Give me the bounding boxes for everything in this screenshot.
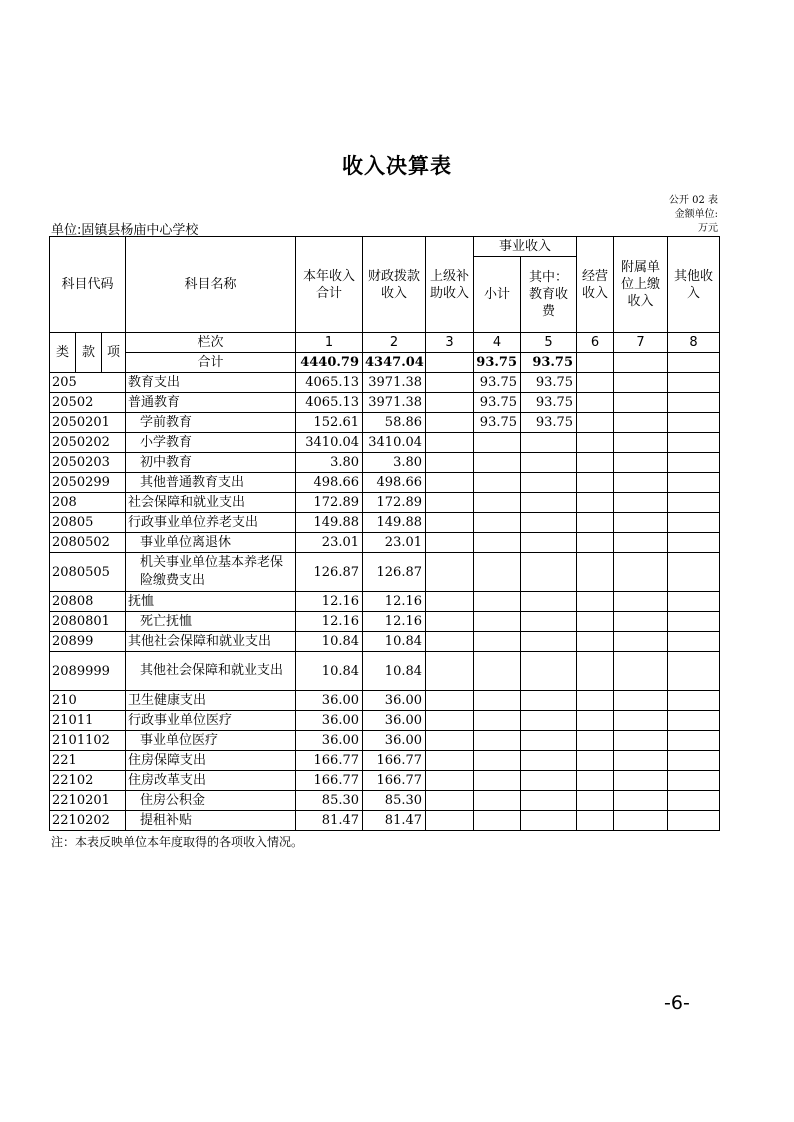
row-c6	[577, 473, 614, 493]
row-c8	[668, 811, 720, 831]
row-c8	[668, 433, 720, 453]
row-c5: 93.75	[521, 373, 577, 393]
row-c4: 93.75	[474, 413, 521, 433]
row-c3	[426, 453, 474, 473]
row-c2: 166.77	[363, 771, 426, 791]
row-c5: 93.75	[521, 393, 577, 413]
row-c7	[614, 771, 668, 791]
row-c6	[577, 632, 614, 652]
row-c8	[668, 691, 720, 711]
row-c3	[426, 592, 474, 612]
row-c8	[668, 652, 720, 691]
row-code: 208	[50, 493, 126, 513]
row-c6	[577, 393, 614, 413]
row-c8	[668, 711, 720, 731]
row-c6	[577, 751, 614, 771]
row-c3	[426, 691, 474, 711]
row-code: 2089999	[50, 652, 126, 691]
row-c5	[521, 791, 577, 811]
row-c7	[614, 493, 668, 513]
row-c2: 12.16	[363, 592, 426, 612]
total-c7	[614, 353, 668, 373]
row-name: 社会保障和就业支出	[126, 493, 296, 513]
row-c8	[668, 592, 720, 612]
row-c1: 498.66	[296, 473, 363, 493]
footnote: 注：本表反映单位本年度取得的各项收入情况。	[51, 835, 304, 849]
row-code: 210	[50, 691, 126, 711]
row-c1: 152.61	[296, 413, 363, 433]
row-c7	[614, 652, 668, 691]
row-c5	[521, 533, 577, 553]
row-code: 2080801	[50, 612, 126, 632]
row-c8	[668, 731, 720, 751]
row-name: 小学教育	[126, 433, 296, 453]
row-c5	[521, 691, 577, 711]
row-c8	[668, 533, 720, 553]
row-c6	[577, 592, 614, 612]
row-name: 行政事业单位养老支出	[126, 513, 296, 533]
row-c3	[426, 751, 474, 771]
row-c4	[474, 553, 521, 592]
row-name: 初中教育	[126, 453, 296, 473]
row-c2: 23.01	[363, 533, 426, 553]
row-c1: 12.16	[296, 612, 363, 632]
row-c7	[614, 632, 668, 652]
total-label: 合计	[126, 353, 296, 373]
table-row	[50, 433, 720, 453]
row-c6	[577, 513, 614, 533]
table-row	[50, 691, 720, 711]
total-c8	[668, 353, 720, 373]
money-unit-value: 万元	[698, 223, 718, 234]
row-c6	[577, 771, 614, 791]
row-c8	[668, 453, 720, 473]
row-c1: 3410.04	[296, 433, 363, 453]
row-c3	[426, 373, 474, 393]
table-row	[50, 493, 720, 513]
row-c4	[474, 592, 521, 612]
row-c2: 126.87	[363, 553, 426, 592]
income-table	[49, 236, 720, 831]
total-row	[50, 353, 720, 373]
form-tag: 公开 02 表	[668, 195, 718, 206]
row-c4: 93.75	[474, 393, 521, 413]
row-c6	[577, 373, 614, 393]
row-name: 住房保障支出	[126, 751, 296, 771]
row-c4: 93.75	[474, 373, 521, 393]
money-unit	[675, 208, 718, 236]
row-c3	[426, 473, 474, 493]
row-c1: 126.87	[296, 553, 363, 592]
row-c7	[614, 612, 668, 632]
row-name: 其他普通教育支出	[126, 473, 296, 493]
row-c8	[668, 393, 720, 413]
header-col5: 其中：教育收费	[521, 257, 577, 333]
row-c6	[577, 493, 614, 513]
row-code: 2050201	[50, 413, 126, 433]
row-code: 2080505	[50, 553, 126, 592]
row-code: 2210202	[50, 811, 126, 831]
row-c4	[474, 711, 521, 731]
row-c7	[614, 751, 668, 771]
row-code: 2050299	[50, 473, 126, 493]
row-c5	[521, 513, 577, 533]
row-c2: 36.00	[363, 691, 426, 711]
row-c6	[577, 691, 614, 711]
unit-label: 单位:	[51, 223, 82, 238]
row-c1: 10.84	[296, 652, 363, 691]
header-lei: 类	[50, 333, 76, 373]
row-c2: 3971.38	[363, 373, 426, 393]
row-c3	[426, 632, 474, 652]
row-c4	[474, 513, 521, 533]
header-lanci: 栏次	[126, 333, 296, 353]
row-code: 2050203	[50, 453, 126, 473]
row-c2: 12.16	[363, 612, 426, 632]
row-c7	[614, 553, 668, 592]
row-c6	[577, 791, 614, 811]
row-c2: 166.77	[363, 751, 426, 771]
row-c3	[426, 553, 474, 592]
row-name: 提租补贴	[126, 811, 296, 831]
table-row	[50, 751, 720, 771]
table-row	[50, 811, 720, 831]
report-title: 收入决算表	[342, 154, 452, 178]
row-c6	[577, 533, 614, 553]
row-c3	[426, 393, 474, 413]
row-c2: 58.86	[363, 413, 426, 433]
row-c6	[577, 612, 614, 632]
col-num-8: 8	[668, 333, 720, 353]
row-c2: 3.80	[363, 453, 426, 473]
col-num-2: 2	[363, 333, 426, 353]
row-c1: 36.00	[296, 731, 363, 751]
total-c5: 93.75	[521, 353, 577, 373]
row-name: 卫生健康支出	[126, 691, 296, 711]
total-c1: 4440.79	[296, 353, 363, 373]
row-c8	[668, 751, 720, 771]
row-code: 20502	[50, 393, 126, 413]
row-c2: 3971.38	[363, 393, 426, 413]
row-c4	[474, 533, 521, 553]
total-c2: 4347.04	[363, 353, 426, 373]
row-c8	[668, 493, 720, 513]
table-row	[50, 652, 720, 691]
row-c4	[474, 791, 521, 811]
row-c4	[474, 652, 521, 691]
row-c6	[577, 433, 614, 453]
row-c3	[426, 533, 474, 553]
header-code: 科目代码	[50, 237, 126, 333]
row-c6	[577, 731, 614, 751]
row-c5	[521, 731, 577, 751]
table-row	[50, 393, 720, 413]
row-c6	[577, 453, 614, 473]
row-c1: 36.00	[296, 691, 363, 711]
row-c8	[668, 553, 720, 592]
money-unit-label: 金额单位:	[674, 209, 718, 220]
row-name: 事业单位医疗	[126, 731, 296, 751]
row-c5	[521, 553, 577, 592]
row-c5	[521, 433, 577, 453]
row-c4	[474, 612, 521, 632]
table-row	[50, 731, 720, 751]
header-col6: 经营收入	[577, 237, 614, 333]
row-c7	[614, 413, 668, 433]
row-c7	[614, 592, 668, 612]
row-name: 事业单位离退休	[126, 533, 296, 553]
row-code: 20808	[50, 592, 126, 612]
row-c1: 149.88	[296, 513, 363, 533]
row-c1: 12.16	[296, 592, 363, 612]
row-c1: 36.00	[296, 711, 363, 731]
table-row	[50, 553, 720, 592]
row-name: 抚恤	[126, 592, 296, 612]
table-row	[50, 453, 720, 473]
row-c3	[426, 771, 474, 791]
row-c7	[614, 373, 668, 393]
row-name: 机关事业单位基本养老保险缴费支出	[126, 553, 296, 592]
row-code: 21011	[50, 711, 126, 731]
row-c7	[614, 433, 668, 453]
table-row	[50, 513, 720, 533]
row-c8	[668, 473, 720, 493]
row-c5	[521, 473, 577, 493]
row-c7	[614, 791, 668, 811]
row-code: 221	[50, 751, 126, 771]
row-c1: 85.30	[296, 791, 363, 811]
row-c3	[426, 711, 474, 731]
row-c3	[426, 731, 474, 751]
col-num-4: 4	[474, 333, 521, 353]
table-row	[50, 791, 720, 811]
row-name: 其他社会保障和就业支出	[126, 652, 296, 691]
table-row	[50, 632, 720, 652]
header-col4: 小计	[474, 257, 521, 333]
row-c4	[474, 751, 521, 771]
row-c5	[521, 751, 577, 771]
row-c8	[668, 632, 720, 652]
row-name: 学前教育	[126, 413, 296, 433]
row-name: 教育支出	[126, 373, 296, 393]
row-c1: 3.80	[296, 453, 363, 473]
row-c7	[614, 811, 668, 831]
row-c1: 10.84	[296, 632, 363, 652]
row-c1: 166.77	[296, 751, 363, 771]
row-c5	[521, 612, 577, 632]
row-c4	[474, 453, 521, 473]
row-c5	[521, 493, 577, 513]
row-c1: 4065.13	[296, 373, 363, 393]
header-col1: 本年收入合计	[296, 237, 363, 333]
row-c2: 36.00	[363, 711, 426, 731]
row-name: 死亡抚恤	[126, 612, 296, 632]
row-c4	[474, 731, 521, 751]
col-num-5: 5	[521, 333, 577, 353]
table-row	[50, 771, 720, 791]
col-num-1: 1	[296, 333, 363, 353]
row-name: 住房公积金	[126, 791, 296, 811]
row-c7	[614, 513, 668, 533]
row-c2: 10.84	[363, 632, 426, 652]
row-c4	[474, 771, 521, 791]
row-c4	[474, 473, 521, 493]
row-c8	[668, 771, 720, 791]
total-c6	[577, 353, 614, 373]
row-c2: 10.84	[363, 652, 426, 691]
row-c1: 23.01	[296, 533, 363, 553]
row-c2: 3410.04	[363, 433, 426, 453]
table-row	[50, 533, 720, 553]
table-row	[50, 711, 720, 731]
row-c5	[521, 811, 577, 831]
row-c7	[614, 533, 668, 553]
row-code: 205	[50, 373, 126, 393]
table-row	[50, 413, 720, 433]
row-c1: 4065.13	[296, 393, 363, 413]
row-c5	[521, 711, 577, 731]
row-name: 行政事业单位医疗	[126, 711, 296, 731]
row-c7	[614, 731, 668, 751]
total-c3	[426, 353, 474, 373]
row-name: 住房改革支出	[126, 771, 296, 791]
header-col3: 上级补助收入	[426, 237, 474, 333]
row-code: 22102	[50, 771, 126, 791]
unit-name: 固镇县杨庙中心学校	[81, 223, 199, 238]
row-c4	[474, 691, 521, 711]
table-row	[50, 473, 720, 493]
row-c5	[521, 771, 577, 791]
row-c7	[614, 473, 668, 493]
row-c5	[521, 652, 577, 691]
header-business-group: 事业收入	[474, 237, 577, 257]
row-c8	[668, 413, 720, 433]
col-num-6: 6	[577, 333, 614, 353]
header-col2: 财政拨款收入	[363, 237, 426, 333]
row-c3	[426, 791, 474, 811]
row-c5	[521, 453, 577, 473]
table-body	[50, 373, 720, 831]
table-row	[50, 612, 720, 632]
row-code: 20899	[50, 632, 126, 652]
row-c6	[577, 652, 614, 691]
header-kuan: 款	[76, 333, 102, 373]
row-c8	[668, 373, 720, 393]
header-col7: 附属单位上缴收入	[614, 237, 668, 333]
row-c4	[474, 493, 521, 513]
col-num-7: 7	[614, 333, 668, 353]
header-col8: 其他收入	[668, 237, 720, 333]
row-code: 20805	[50, 513, 126, 533]
row-c5	[521, 592, 577, 612]
row-c6	[577, 711, 614, 731]
row-c5	[521, 632, 577, 652]
row-c3	[426, 811, 474, 831]
row-c8	[668, 513, 720, 533]
row-c2: 36.00	[363, 731, 426, 751]
header-name: 科目名称	[126, 237, 296, 333]
row-c2: 149.88	[363, 513, 426, 533]
row-c2: 172.89	[363, 493, 426, 513]
row-c8	[668, 612, 720, 632]
row-name: 普通教育	[126, 393, 296, 413]
row-c3	[426, 652, 474, 691]
row-c2: 498.66	[363, 473, 426, 493]
row-code: 2101102	[50, 731, 126, 751]
row-c1: 166.77	[296, 771, 363, 791]
row-c4	[474, 433, 521, 453]
table-row	[50, 373, 720, 393]
row-c6	[577, 553, 614, 592]
row-c6	[577, 413, 614, 433]
row-c4	[474, 811, 521, 831]
row-name: 其他社会保障和就业支出	[126, 632, 296, 652]
row-c3	[426, 612, 474, 632]
row-c7	[614, 453, 668, 473]
row-code: 2210201	[50, 791, 126, 811]
header-xiang: 项	[102, 333, 126, 373]
total-c4: 93.75	[474, 353, 521, 373]
row-c1: 172.89	[296, 493, 363, 513]
row-c7	[614, 691, 668, 711]
row-c7	[614, 711, 668, 731]
row-c3	[426, 433, 474, 453]
row-code: 2050202	[50, 433, 126, 453]
row-c5: 93.75	[521, 413, 577, 433]
row-c3	[426, 513, 474, 533]
row-code: 2080502	[50, 533, 126, 553]
row-c2: 81.47	[363, 811, 426, 831]
row-c3	[426, 413, 474, 433]
row-c6	[577, 811, 614, 831]
col-num-3: 3	[426, 333, 474, 353]
page-number: -6-	[664, 992, 690, 1014]
row-c8	[668, 791, 720, 811]
row-c1: 81.47	[296, 811, 363, 831]
row-c4	[474, 632, 521, 652]
row-c3	[426, 493, 474, 513]
row-c2: 85.30	[363, 791, 426, 811]
row-c7	[614, 393, 668, 413]
table-row	[50, 592, 720, 612]
